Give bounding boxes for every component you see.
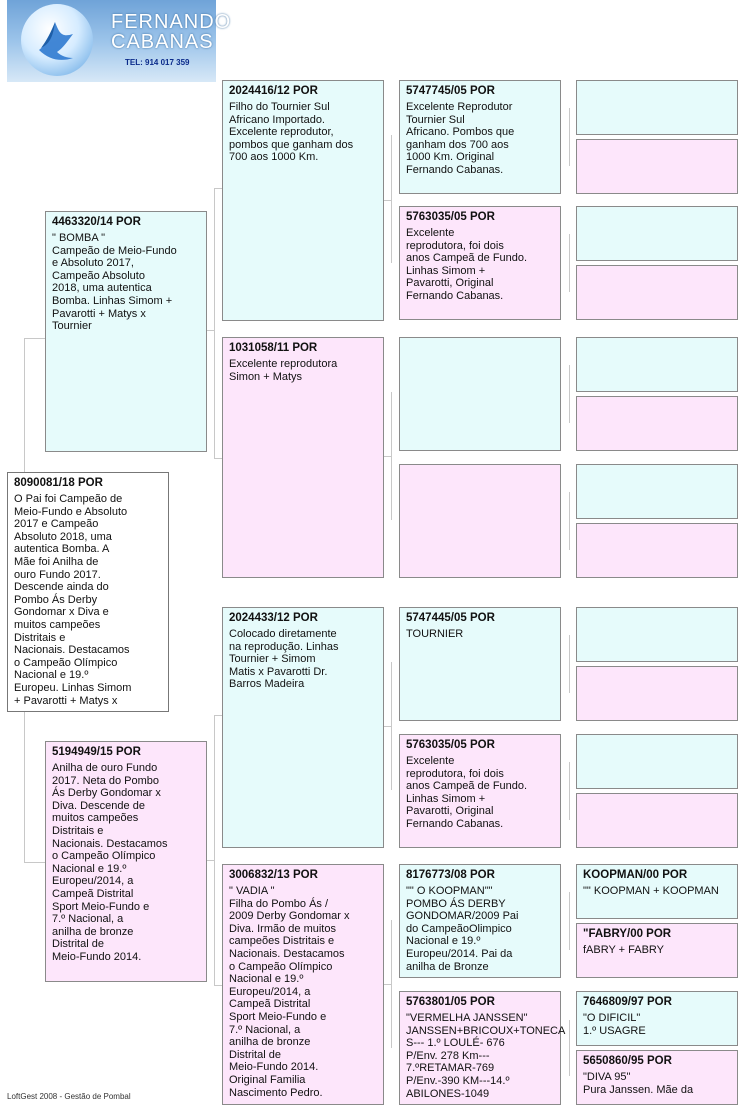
pedigree-gen4-4[interactable] bbox=[399, 464, 561, 578]
logo bbox=[7, 0, 232, 82]
logo-name-line1: FERNANDO bbox=[111, 11, 232, 33]
connector-line bbox=[569, 234, 570, 292]
pedigree-granddam-paternal[interactable] bbox=[222, 337, 384, 578]
pedigree-gen4-1[interactable] bbox=[399, 80, 561, 194]
pedigree-gen5-4[interactable] bbox=[576, 265, 738, 320]
connector-line bbox=[214, 985, 222, 986]
connector-line bbox=[569, 635, 570, 693]
pedigree-gen5-6[interactable] bbox=[576, 396, 738, 451]
pedigree-gen5-12[interactable] bbox=[576, 793, 738, 848]
connector-line bbox=[214, 188, 215, 458]
pedigree-gen4-5[interactable] bbox=[399, 607, 561, 721]
ring-number: 5650860/95 POR bbox=[583, 1055, 672, 1067]
pedigree-gen5-14[interactable] bbox=[576, 923, 738, 978]
connector-line bbox=[24, 862, 45, 863]
pedigree-gen5-10[interactable] bbox=[576, 666, 738, 721]
pedigree-gen5-15[interactable] bbox=[576, 991, 738, 1046]
description: fABRY + FABRY bbox=[583, 944, 665, 956]
ring-number: 8090081/18 POR bbox=[14, 477, 103, 489]
ring-number: KOOPMAN/00 POR bbox=[583, 869, 688, 881]
connector-line bbox=[214, 188, 222, 189]
pedigree-subject[interactable] bbox=[7, 472, 169, 712]
pedigree-gen5-1[interactable] bbox=[576, 80, 738, 135]
pedigree-gen5-5[interactable] bbox=[576, 337, 738, 392]
ring-number: 3006832/13 POR bbox=[229, 869, 318, 881]
connector-line bbox=[569, 492, 570, 550]
connector-line bbox=[24, 338, 45, 339]
description: Filho do Tournier Sul Africano Importado. Excelente reprodutor, pombos que ganham dos 700 aos 1000 Km. bbox=[229, 101, 354, 164]
description: Excelente reprodutora Simon + Matys bbox=[229, 358, 338, 383]
ring-number: 5747445/05 POR bbox=[406, 612, 495, 624]
connector-line bbox=[383, 456, 392, 457]
ring-number: 5763801/05 POR bbox=[406, 996, 495, 1008]
ring-number: 8176773/08 POR bbox=[406, 869, 495, 881]
description: Excelente Reprodutor Tournier Sul Africano. Pombos que ganham dos 700 aos 1000 Km. Original Fernando Cabanas. bbox=[406, 101, 515, 176]
connector-line bbox=[24, 712, 25, 862]
pedigree-dam[interactable] bbox=[45, 741, 207, 982]
connector-line bbox=[569, 762, 570, 820]
pedigree-gen5-7[interactable] bbox=[576, 464, 738, 519]
description: "DIVA 95" Pura Janssen. Mãe da bbox=[583, 1071, 694, 1096]
description: "O DIFICIL" 1.º USAGRE bbox=[583, 1012, 646, 1037]
pedigree-gen5-11[interactable] bbox=[576, 734, 738, 789]
logo-name bbox=[111, 11, 232, 53]
pedigree-grandsire-maternal[interactable] bbox=[222, 607, 384, 848]
description: Excelente reprodutora, foi dois anos Campeã de Fundo. Linhas Simom + Pavarotti, Original Fernando Cabanas. bbox=[406, 755, 528, 830]
description: Anilha de ouro Fundo 2017. Neta do Pombo Ás Derby Gondomar x Diva. Descende de muitos campeões Distritais e Nacionais. Destacamos o Campeão Olímpico Nacional e 19.º Europeu/2014, a Campeã Distrital Sport Meio-Fundo e 7.º Nacional, a anilha de bronze Distrital de Meio-Fundo 2014. bbox=[52, 762, 168, 963]
ring-number: 5763035/05 POR bbox=[406, 211, 495, 223]
connector-line bbox=[206, 330, 215, 331]
connector-line bbox=[569, 892, 570, 950]
ring-number: 5194949/15 POR bbox=[52, 746, 141, 758]
description: TOURNIER bbox=[406, 628, 464, 640]
pedigree-gen5-13[interactable] bbox=[576, 864, 738, 919]
pedigree-gen5-9[interactable] bbox=[576, 607, 738, 662]
description: "" O KOOPMAN"" POMBO ÁS DERBY GONDOMAR/2009 Pai do CampeãoOlimpico Nacional e 19.º Europeu/2014. Pai da anilha de Bronze bbox=[406, 885, 519, 973]
connector-line bbox=[569, 1020, 570, 1076]
description: O Pai foi Campeão de Meio-Fundo e Absoluto 2017 e Campeão Absoluto 2018, uma autentica Bomba. A Mãe foi Anilha de ouro Fundo 2017. Descende ainda do Pombo Ás Derby Gondomar x Diva e muitos campeões Distritais e Nacionais. Destacamos o Campeão Olímpico Nacional e 19.º Europeu. Linhas Simom + Pavarotti + Matys x bbox=[14, 493, 132, 707]
connector-line bbox=[214, 458, 222, 459]
description: "" KOOPMAN + KOOPMAN bbox=[583, 885, 719, 897]
pedigree-gen5-16[interactable] bbox=[576, 1050, 738, 1105]
connector-line bbox=[383, 200, 392, 201]
description: " BOMBA " Campeão de Meio-Fundo e Absoluto 2017, Campeão Absoluto 2018, uma autentica Bomba. Linhas Simom + Pavarotti + Matys x Tournier bbox=[52, 232, 177, 333]
connector-line bbox=[391, 135, 392, 263]
logo-phone: TEL: 914 017 359 bbox=[125, 58, 190, 67]
description: "VERMELHA JANSSEN" JANSSEN+BRICOUX+TONECA S--- 1.º LOULÉ- 676 P/Env. 278 Km--- 7.ºRETAMAR-769 P/Env.-390 KM---14.º ABILONES-1049 bbox=[406, 1012, 566, 1100]
pedigree-gen4-7[interactable] bbox=[399, 864, 561, 978]
ring-number: 7646809/97 POR bbox=[583, 996, 672, 1008]
connector-line bbox=[214, 715, 215, 985]
pedigree-grandsire-paternal[interactable] bbox=[222, 80, 384, 321]
connector-line bbox=[569, 365, 570, 423]
ring-number: 4463320/14 POR bbox=[52, 216, 141, 228]
ring-number: 5747745/05 POR bbox=[406, 85, 495, 97]
pedigree-gen4-6[interactable] bbox=[399, 734, 561, 848]
connector-line bbox=[214, 715, 222, 716]
pedigree-gen4-3[interactable] bbox=[399, 337, 561, 451]
connector-line bbox=[383, 726, 392, 727]
footer-credit: LoftGest 2008 - Gestão de Pombal bbox=[7, 1092, 131, 1101]
description: Excelente reprodutora, foi dois anos Campeã de Fundo. Linhas Simom + Pavarotti, Original Fernando Cabanas. bbox=[406, 227, 528, 302]
connector-line bbox=[24, 338, 25, 472]
pedigree-gen4-8[interactable] bbox=[399, 991, 566, 1105]
logo-name-line2: CABANAS bbox=[111, 31, 214, 53]
pedigree-gen5-3[interactable] bbox=[576, 206, 738, 261]
ring-number: "FABRY/00 POR bbox=[583, 928, 672, 940]
ring-number: 2024433/12 POR bbox=[229, 612, 318, 624]
connector-line bbox=[569, 108, 570, 166]
description: Colocado diretamente na reprodução. Linhas Tournier + Simom Matis x Pavarotti Dr. Barros Madeira bbox=[229, 628, 339, 691]
pedigree-gen4-2[interactable] bbox=[399, 206, 561, 320]
ring-number: 1031058/11 POR bbox=[229, 342, 318, 354]
description: " VADIA " Filha do Pombo Ás / 2009 Derby Gondomar x Diva. Irmão de muitos campeões Distritais e Nacionais. Destacamos o Campeão Olímpico Nacional e 19.º Europeu/2014, a Campeã Distrital Sport Meio-Fundo e 7.º Nacional, a anilha de bronze Distrital de Meio-Fundo 2014. Original Familia Nascimento Pedro. bbox=[229, 885, 350, 1099]
ring-number: 2024416/12 POR bbox=[229, 85, 318, 97]
pedigree-gen5-2[interactable] bbox=[576, 139, 738, 194]
ring-number: 5763035/05 POR bbox=[406, 739, 495, 751]
dove-icon bbox=[21, 4, 93, 76]
connector-line bbox=[383, 984, 392, 985]
connector-line bbox=[206, 860, 215, 861]
pedigree-granddam-maternal[interactable] bbox=[222, 864, 384, 1105]
pedigree-gen5-8[interactable] bbox=[576, 523, 738, 578]
pedigree-sire[interactable] bbox=[45, 211, 207, 452]
